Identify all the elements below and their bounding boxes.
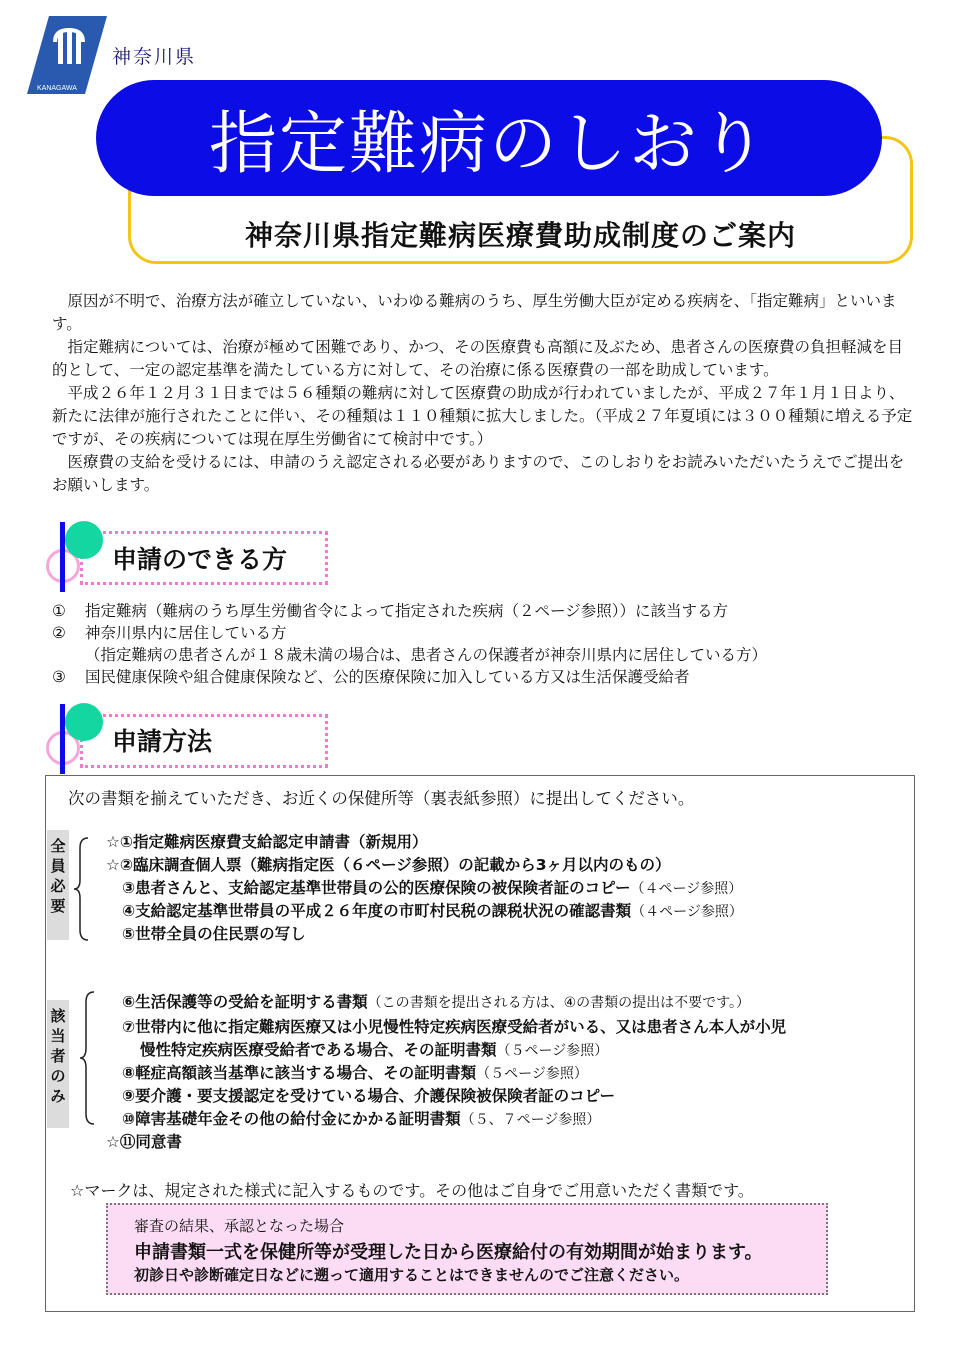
- eligibility-item: ③ 国民健康保険や組合健康保険など、公的医療保険に加入している方又は生活保護受給者: [52, 668, 690, 686]
- eligibility-item: ② 神奈川県内に居住している方: [52, 624, 287, 642]
- page-title: 指定難病のしおり: [208, 104, 769, 184]
- page-subtitle: 神奈川県指定難病医療費助成制度のご案内: [244, 219, 796, 252]
- star-mark-note: ☆マークは、規定された様式に記入するものです。その他はご自身でご用意いただく書類です。: [70, 1181, 754, 1200]
- document-item: 慢性特定疾病医療受給者である場合、その証明書類（５ページ参照）: [140, 1041, 609, 1059]
- brace-icon: [72, 836, 92, 942]
- eligibility-item: ① 指定難病（難病のうち厚生労働省令によって指定された疾病（２ページ参照））に該当する方: [52, 602, 728, 620]
- group-label-applicable: 該 当 者 の み: [47, 1000, 69, 1128]
- notice-line: 審査の結果、承認となった場合: [134, 1217, 345, 1235]
- intro-paragraph: 医療費の支給を受けるには、申請のうえ認定される必要がありますので、このしおりをお読みいただいたうえでご提出をお願いします。: [52, 453, 905, 494]
- brace-icon: [78, 990, 98, 1126]
- document-item: ⑦世帯内に他に指定難病医療又は小児慢性特定疾病医療受給者がいる、又は患者さん本人が小児: [122, 1018, 787, 1036]
- heading-dot-icon: [65, 703, 103, 741]
- section-title-eligibility: 申請のできる方: [112, 545, 288, 574]
- heading-bar: [60, 522, 65, 592]
- kanagawa-logo: [27, 16, 107, 94]
- document-item: ☆⑪同意書: [106, 1133, 182, 1151]
- org-name: 神奈川県: [112, 46, 197, 68]
- document-item: ④支給認定基準世帯員の平成２６年度の市町村民税の課税状況の確認書類（４ページ参照）: [122, 902, 743, 920]
- intro-paragraph: 平成２６年１２月３１日までは５６種類の難病に対して医療費の助成が行われていましたが、平成２７年１月１日より、新たに法律が施行されたことに伴い、その種類は１１０種類に拡大しました。（平成２７年夏頃には３００種類に増える予定ですが、その疾病については現在厚生労働省にて検討中です。）: [52, 384, 913, 448]
- document-item: ☆①指定難病医療費支給認定申請書（新規用）: [106, 833, 428, 851]
- eligibility-item: （指定難病の患者さんが１８歳未満の場合は、患者さんの保護者が神奈川県内に居住している方）: [85, 646, 768, 664]
- document-item: ⑤世帯全員の住民票の写し: [122, 925, 306, 943]
- section-title-application: 申請方法: [112, 727, 213, 756]
- document-item: ⑨要介護・要支援認定を受けている場合、介護保険被保険者証のコピー: [122, 1087, 616, 1105]
- document-item: ⑧軽症高額該当基準に該当する場合、その証明書類（５ページ参照）: [122, 1064, 588, 1082]
- document-item: ③患者さんと、支給認定基準世帯員の公的医療保険の被保険者証のコピー（４ページ参照）: [122, 879, 743, 897]
- document-item: ☆②臨床調査個人票（難病指定医（６ページ参照）の記載から3ヶ月以内のもの）: [106, 856, 671, 874]
- intro-text: [52, 290, 918, 497]
- document-item: ⑩障害基礎年金その他の給付金にかかる証明書類（５、７ページ参照）: [122, 1110, 601, 1128]
- group-label-all: 全 員 必 要: [47, 830, 69, 940]
- application-intro: 次の書類を揃えていただき、お近くの保健所等（裏表紙参照）に提出してください。: [68, 789, 695, 808]
- heading-bar: [60, 704, 65, 774]
- intro-paragraph: 指定難病については、治療が極めて困難であり、かつ、その医療費も高額に及ぶため、患者さんの医療費の負担軽減を目的として、一定の認定基準を満たしている方に対して、その治療に係る医療費の一部を助成しています。: [52, 338, 903, 379]
- heading-dot-icon: [65, 521, 103, 559]
- document-item: ⑥生活保護等の受給を証明する書類（この書類を提出される方は、④の書類の提出は不要です。）: [122, 993, 751, 1011]
- intro-paragraph: 原因が不明で、治療方法が確立していない、いわゆる難病のうち、厚生労働大臣が定める疾病を、「指定難病」といいます。: [52, 292, 897, 333]
- notice-line: 初診日や診断確定日などに遡って適用することはできませんのでご注意ください。: [134, 1266, 690, 1284]
- logo-mark-text: KANAGAWA: [37, 85, 77, 92]
- notice-highlight: 申請書類一式を保健所等が受理した日から医療給付の有効期間が始まります。: [134, 1242, 763, 1263]
